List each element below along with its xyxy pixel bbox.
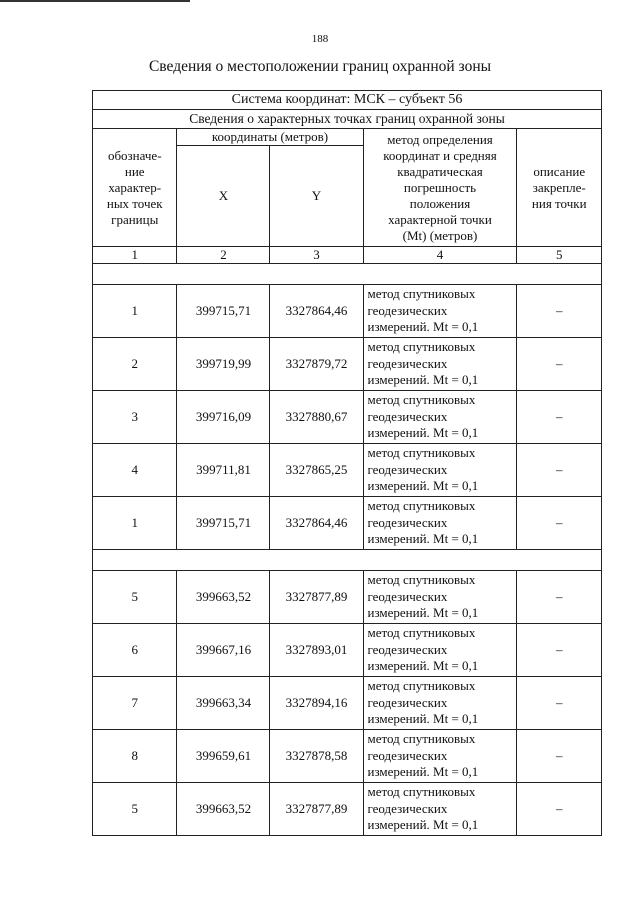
y-cell: 3327864,46 [270, 285, 363, 338]
y-cell: 3327878,58 [270, 730, 363, 783]
table-row [93, 444, 602, 497]
point-cell: 5 [93, 571, 177, 624]
table-row [93, 338, 602, 391]
document-title: Сведения о местоположении границ охранной зоны [148, 58, 492, 75]
x-cell: 399663,34 [177, 677, 270, 730]
top-rule [0, 0, 190, 2]
coordinates-table [92, 90, 602, 836]
x-header: X [177, 146, 270, 247]
description-cell: – [517, 730, 602, 783]
column-number: 2 [177, 247, 270, 264]
method-cell: метод спутниковых геодезических измерений. Mt = 0,1 [363, 624, 517, 677]
point-cell: 2 [93, 338, 177, 391]
method-cell: метод спутниковых геодезических измерений. Mt = 0,1 [363, 391, 517, 444]
column-number: 4 [363, 247, 517, 264]
y-cell: 3327894,16 [270, 677, 363, 730]
column-header-row-1 [93, 129, 602, 146]
points-info-header: Сведения о характерных точках границ охранной зоны [93, 110, 602, 129]
x-cell: 399716,09 [177, 391, 270, 444]
coords-header: координаты (метров) [177, 129, 363, 146]
column-number: 1 [93, 247, 177, 264]
point-cell: 7 [93, 677, 177, 730]
y-header: Y [270, 146, 363, 247]
x-cell: 399663,52 [177, 783, 270, 836]
y-cell: 3327865,25 [270, 444, 363, 497]
point-cell: 3 [93, 391, 177, 444]
group-separator [93, 550, 602, 571]
table-row [93, 285, 602, 338]
description-cell: – [517, 624, 602, 677]
points-header-row [93, 110, 602, 129]
table-row [93, 624, 602, 677]
table-row [93, 783, 602, 836]
table-row [93, 391, 602, 444]
y-cell: 3327864,46 [270, 497, 363, 550]
system-header-row [93, 91, 602, 110]
description-cell: – [517, 391, 602, 444]
group-separator-row [93, 550, 602, 571]
point-cell: 4 [93, 444, 177, 497]
column-number: 5 [517, 247, 602, 264]
description-cell: – [517, 571, 602, 624]
method-header: метод определения координат и средняя квадратическая погрешность положения характерной точки (Mt) (метров) [363, 129, 517, 247]
method-cell: метод спутниковых геодезических измерений. Mt = 0,1 [363, 783, 517, 836]
designation-header: обозначе- ние характер- ных точек границы [93, 129, 177, 247]
description-cell: – [517, 444, 602, 497]
method-cell: метод спутниковых геодезических измерений. Mt = 0,1 [363, 338, 517, 391]
point-cell: 6 [93, 624, 177, 677]
table-row [93, 571, 602, 624]
column-numbers-row [93, 247, 602, 264]
y-cell: 3327877,89 [270, 571, 363, 624]
x-cell: 399659,61 [177, 730, 270, 783]
point-cell: 8 [93, 730, 177, 783]
point-cell: 1 [93, 285, 177, 338]
description-cell: – [517, 677, 602, 730]
y-cell: 3327879,72 [270, 338, 363, 391]
coordinate-system-header: Система координат: МСК – субъект 56 [93, 91, 602, 110]
y-cell: 3327893,01 [270, 624, 363, 677]
x-cell: 399715,71 [177, 497, 270, 550]
x-cell: 399719,99 [177, 338, 270, 391]
description-cell: – [517, 338, 602, 391]
y-cell: 3327877,89 [270, 783, 363, 836]
method-cell: метод спутниковых геодезических измерений. Mt = 0,1 [363, 444, 517, 497]
method-cell: метод спутниковых геодезических измерений. Mt = 0,1 [363, 677, 517, 730]
table-row [93, 730, 602, 783]
description-cell: – [517, 285, 602, 338]
column-number: 3 [270, 247, 363, 264]
description-cell: – [517, 783, 602, 836]
y-cell: 3327880,67 [270, 391, 363, 444]
x-cell: 399715,71 [177, 285, 270, 338]
point-cell: 5 [93, 783, 177, 836]
point-cell: 1 [93, 497, 177, 550]
table-row [93, 677, 602, 730]
method-cell: метод спутниковых геодезических измерений. Mt = 0,1 [363, 730, 517, 783]
x-cell: 399711,81 [177, 444, 270, 497]
method-cell: метод спутниковых геодезических измерений. Mt = 0,1 [363, 571, 517, 624]
description-cell: – [517, 497, 602, 550]
group-separator-row [93, 264, 602, 285]
table-row [93, 497, 602, 550]
x-cell: 399667,16 [177, 624, 270, 677]
method-cell: метод спутниковых геодезических измерений. Mt = 0,1 [363, 497, 517, 550]
group-separator [93, 264, 602, 285]
description-header: описание закрепле- ния точки [517, 129, 602, 247]
x-cell: 399663,52 [177, 571, 270, 624]
method-cell: метод спутниковых геодезических измерений. Mt = 0,1 [363, 285, 517, 338]
page-number: 188 [311, 33, 329, 45]
